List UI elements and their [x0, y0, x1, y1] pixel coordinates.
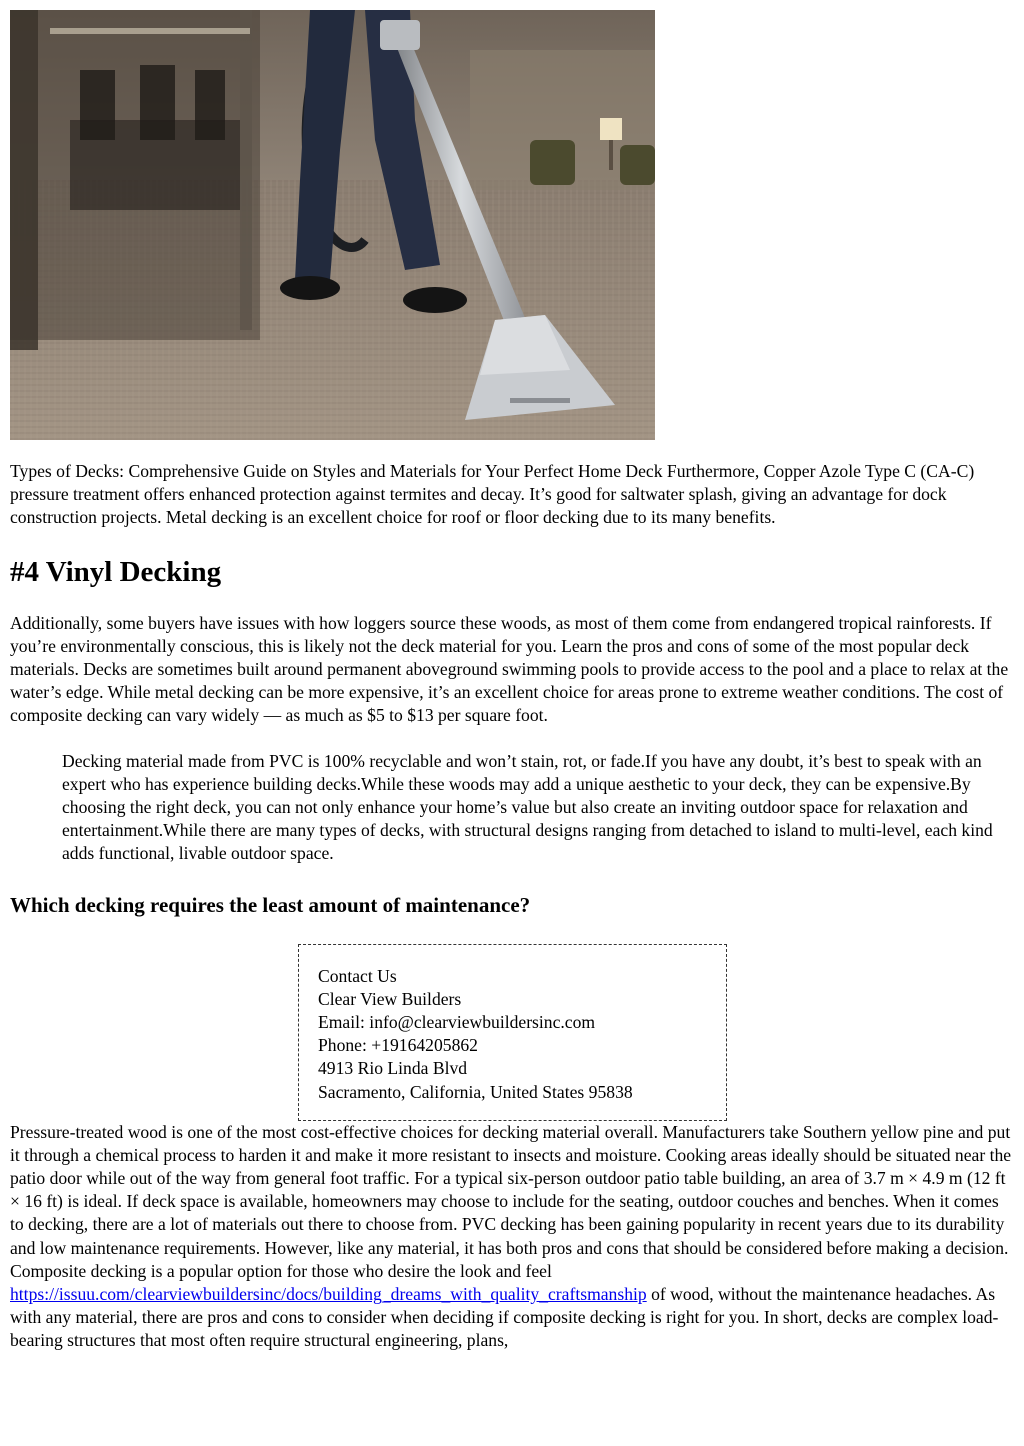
- hero-illustration: [10, 10, 655, 440]
- body-paragraph-pressure-treated: [10, 1121, 1014, 1353]
- para3-text-before-link: Pressure-treated wood is one of the most cost-effective choices for decking material overall. Manufacturers take Southern yellow pine and put it through a chemical process to harden it and make it more resistant to insects and moisture. Cooking areas ideally should be situated near the patio door while out of the way from general foot traffic. For a typical six-person outdoor patio table building, an area of 3.7 m × 4.9 m (12 ft × 16 ft) is ideal. If deck space is available, homeowners may choose to include for the seating, outdoor couches and benches. When it comes to decking, there are a lot of materials out there to choose from. PVC decking has been gaining popularity in recent years due to its durability and low maintenance requirements. However, like any material, it has both pros and cons that should be considered before making a decision. Composite decking is a popular option for those who desire the look and feel: [10, 1121, 1012, 1281]
- carpet-cleaning-photo: [10, 10, 655, 440]
- contact-title: Contact Us: [318, 965, 397, 986]
- blockquote: Decking material made from PVC is 100% recyclable and won’t stain, rot, or fade.If you have any doubt, it’s best to speak with an expert who has experience building decks.While these woods may add a unique aesthetic to your deck, they can be expensive.By choosing the right deck, you can not only enhance your home’s value but also create an inviting outdoor space for relaxation and entertainment.While there are many types of decks, with structural designs ranging from detached to island to multi-level, each kind adds functional, livable outdoor space.: [62, 750, 993, 864]
- contact-company: Clear View Builders: [318, 988, 462, 1009]
- section-heading-vinyl-decking: #4 Vinyl Decking: [10, 555, 222, 588]
- page: [10, 10, 1014, 1353]
- para3-text-after-link: of wood, without the maintenance headaches. As with any material, there are pros and cons to consider when deciding if composite decking is right for you. In short, decks are complex load-bearing structures that most often require structural engineering, plans,: [10, 1284, 999, 1351]
- body-paragraph-materials: Additionally, some buyers have issues with how loggers source these woods, as most of them come from endangered tropical rainforests. If you’re environmentally conscious, this is likely not the deck material for you. Learn the pros and cons of some of the most popular deck materials. Decks are sometimes built around permanent aboveground swimming pools to provide access to the pool and a place to relax at the water’s edge. While metal decking can be more expensive, it’s an excellent choice for areas prone to extreme weather conditions. The cost of composite decking can vary widely — as much as $5 to $13 per square foot.: [10, 612, 1009, 726]
- issuu-link[interactable]: https://issuu.com/clearviewbuildersinc/docs/building_dreams_with_quality_craftsmanship: [10, 1284, 647, 1305]
- contact-city: Sacramento, California, United States 95838: [318, 1081, 633, 1102]
- intro-paragraph: Types of Decks: Comprehensive Guide on Styles and Materials for Your Perfect Home Deck Furthermore, Copper Azole Type C (CA-C) pressure treatment offers enhanced protection against termites and decay. It’s good for saltwater splash, giving an advantage for dock construction projects. Metal decking is an excellent choice for roof or floor decking due to its many benefits.: [10, 461, 975, 528]
- section-heading-maintenance: Which decking requires the least amount of maintenance?: [10, 892, 531, 917]
- contact-street: 4913 Rio Linda Blvd: [318, 1058, 468, 1079]
- contact-box: [298, 944, 727, 1121]
- contact-email: Email: info@clearviewbuildersinc.com: [318, 1012, 596, 1033]
- contact-phone: Phone: +19164205862: [318, 1035, 478, 1056]
